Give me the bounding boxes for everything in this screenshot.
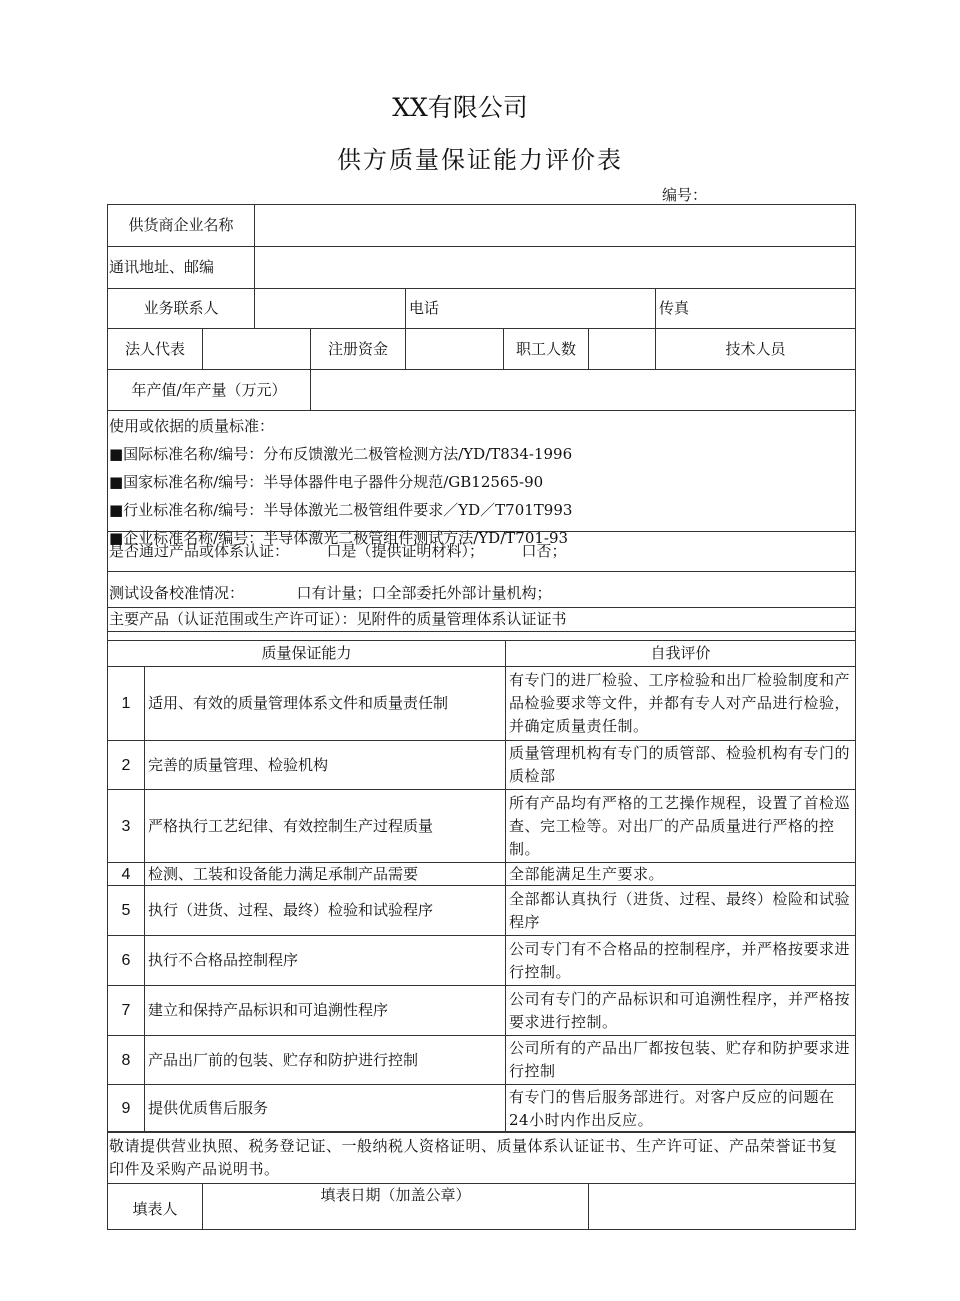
self-evaluation-cell: 所有产品均有严格的工艺操作规程，设置了首检巡查、完工检等。对出厂的产品质量进行严格的控制。 bbox=[505, 789, 856, 863]
row-number: 4 bbox=[107, 862, 145, 886]
row-number: 5 bbox=[107, 885, 145, 936]
header-self-evaluation: 自我评价 bbox=[505, 640, 856, 667]
capital-field[interactable] bbox=[405, 328, 504, 370]
fax-label: 传真 bbox=[655, 288, 856, 329]
fill-date-label bbox=[202, 1183, 589, 1230]
row-number: 6 bbox=[107, 935, 145, 986]
self-evaluation-cell: 有专门的进厂检验、工序检验和出厂检验制度和产品检验要求等文件，并都有专人对产品进行检验，并确定质量责任制。 bbox=[505, 666, 856, 741]
supplier-name-label: 供货商企业名称 bbox=[107, 204, 255, 247]
certification-row: 是否通过产品或体系认证： 口是（提供证明材料）； 口否； bbox=[107, 531, 856, 572]
fill-date-text: 填表日期（加盖公章） bbox=[320, 1186, 471, 1204]
standard-international: ■国际标准名称/编号：分布反馈激光二极管检测方法/YD/T834-1996 bbox=[109, 445, 573, 463]
capability-cell: 建立和保持产品标识和可追溯性程序 bbox=[144, 985, 506, 1036]
contact-label: 业务联系人 bbox=[107, 288, 255, 329]
row-number: 1 bbox=[107, 666, 145, 741]
capability-cell: 严格执行工艺纪律、有效控制生产过程质量 bbox=[144, 789, 506, 863]
filler-label: 填表人 bbox=[107, 1183, 203, 1230]
calibration-row: 测试设备校准情况： 口有计量；口全部委托外部计量机构； bbox=[107, 571, 856, 608]
notice-text: 敬请提供营业执照、税务登记证、一般纳税人资格证明、质量体系认证证书、生产许可证、产品荣誉证书复印件及采购产品说明书。 bbox=[107, 1131, 856, 1184]
standard-industry: ■行业标准名称/编号：半导体激光二极管组件要求／YD／T701T993 bbox=[109, 501, 573, 519]
capability-cell: 产品出厂前的包装、贮存和防护进行控制 bbox=[144, 1035, 506, 1085]
standards-heading: 使用或依据的质量标准： bbox=[109, 417, 275, 435]
capability-cell: 检测、工装和设备能力满足承制产品需要 bbox=[144, 862, 506, 886]
row-number: 3 bbox=[107, 789, 145, 863]
standard-national: ■国家标准名称/编号：半导体器件电子器件分规范/GB12565-90 bbox=[109, 473, 544, 491]
signature-field[interactable] bbox=[588, 1183, 856, 1230]
employees-label: 职工人数 bbox=[503, 328, 589, 370]
technicians-label: 技术人员 bbox=[655, 328, 856, 370]
capability-cell: 执行（进货、过程、最终）检验和试验程序 bbox=[144, 885, 506, 936]
contact-field[interactable] bbox=[254, 288, 406, 329]
quality-standards-section bbox=[107, 410, 856, 547]
company-name: XX有限公司 bbox=[392, 93, 528, 122]
row-number: 7 bbox=[107, 985, 145, 1036]
capability-cell: 提供优质售后服务 bbox=[144, 1084, 506, 1133]
row-number: 2 bbox=[107, 740, 145, 790]
self-evaluation-cell: 公司有专门的产品标识和可追溯性程序，并严格按要求进行控制。 bbox=[505, 985, 856, 1036]
annual-output-field[interactable] bbox=[310, 369, 856, 411]
capability-cell: 适用、有效的质量管理体系文件和质量责任制 bbox=[144, 666, 506, 741]
page-title: 供方质量保证能力评价表 bbox=[337, 146, 623, 174]
row-number: 8 bbox=[107, 1035, 145, 1085]
main-products-row: 主要产品（认证范围或生产许可证）：见附件的质量管理体系认证证书 bbox=[107, 607, 856, 632]
capital-label: 注册资金 bbox=[310, 328, 406, 370]
self-evaluation-cell: 公司所有的产品出厂都按包装、贮存和防护要求进行控制 bbox=[505, 1035, 856, 1085]
annual-output-label: 年产值/年产量（万元） bbox=[107, 369, 311, 411]
capability-cell: 完善的质量管理、检验机构 bbox=[144, 740, 506, 790]
address-field[interactable] bbox=[254, 246, 856, 289]
self-evaluation-cell: 公司专门有不合格品的控制程序，并严格按要求进行控制。 bbox=[505, 935, 856, 986]
standard-enterprise: ■企业标准名称/编号：半导体激光二极管组件测试方法/YD/T701-93 bbox=[109, 529, 569, 547]
self-evaluation-cell: 全部都认真执行（进货、过程、最终）检险和试验程序 bbox=[505, 885, 856, 936]
phone-label: 电话 bbox=[405, 288, 656, 329]
self-evaluation-cell: 质量管理机构有专门的质管部、检验机构有专门的质检部 bbox=[505, 740, 856, 790]
serial-number-label: 编号： bbox=[662, 186, 708, 204]
supplier-name-field[interactable] bbox=[254, 204, 856, 247]
legal-rep-label: 法人代表 bbox=[107, 328, 203, 370]
capability-cell: 执行不合格品控制程序 bbox=[144, 935, 506, 986]
self-evaluation-cell: 有专门的售后服务部进行。对客户反应的问题在24小时内作出反应。 bbox=[505, 1084, 856, 1133]
legal-rep-field[interactable] bbox=[202, 328, 311, 370]
header-capability: 质量保证能力 bbox=[107, 640, 506, 667]
self-evaluation-cell: 全部能满足生产要求。 bbox=[505, 862, 856, 886]
address-label: 通讯地址、邮编 bbox=[107, 246, 255, 289]
row-number: 9 bbox=[107, 1084, 145, 1133]
employees-field[interactable] bbox=[588, 328, 656, 370]
